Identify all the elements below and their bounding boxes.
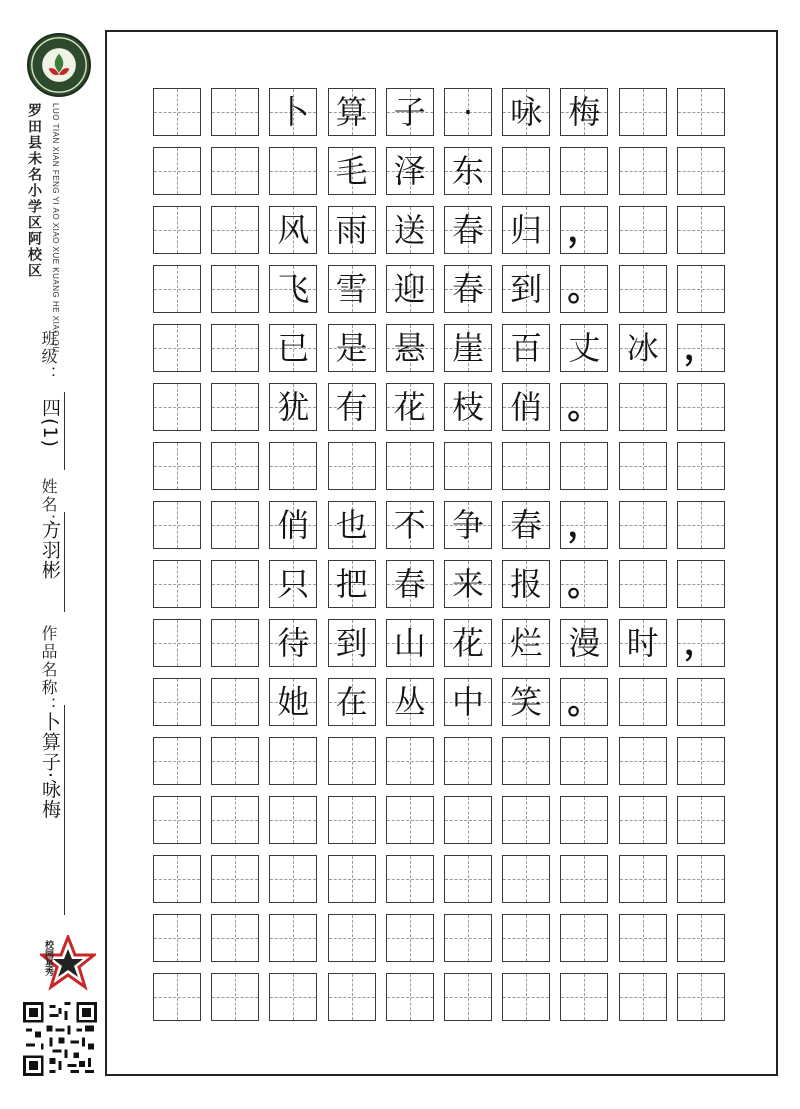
- grid-cell: [444, 855, 492, 903]
- work-title-label: 作品名称：: [39, 625, 58, 715]
- grid-cell: [328, 914, 376, 962]
- grid-character: 。: [567, 387, 602, 427]
- grid-character: 。: [567, 269, 602, 309]
- grid-character: 迎: [393, 270, 426, 308]
- grid-character: 笑: [510, 683, 543, 721]
- grid-cell: [328, 560, 376, 608]
- grid-cell: [328, 501, 376, 549]
- class-underline: [64, 392, 65, 470]
- grid-cell: [386, 855, 434, 903]
- grid-character: 在: [335, 683, 368, 721]
- grid-character: 飞: [277, 270, 310, 308]
- grid-cell: [153, 855, 201, 903]
- name-value: 方羽彬: [39, 520, 61, 580]
- grid-cell: [386, 973, 434, 1021]
- name-label: 姓名：: [39, 478, 58, 532]
- school-name: 罗田县未名小学区阿校区: [26, 103, 42, 279]
- grid-cell: [444, 206, 492, 254]
- grid-cell: [386, 737, 434, 785]
- grid-cell: [386, 442, 434, 490]
- grid-cell: [386, 265, 434, 313]
- grid-cell: [328, 147, 376, 195]
- grid-cell: [502, 796, 550, 844]
- grid-cell: [153, 147, 201, 195]
- grid-character: 烂: [510, 624, 543, 662]
- grid-character: 花: [393, 388, 426, 426]
- grid-cell: [211, 619, 259, 667]
- grid-character: 冰: [626, 329, 659, 367]
- grid-cell: [444, 88, 492, 136]
- grid-character: 时: [626, 624, 659, 662]
- grid-character: 待: [277, 624, 310, 662]
- grid-cell: [677, 324, 725, 372]
- grid-character: 有: [335, 388, 368, 426]
- grid-cell: [560, 383, 608, 431]
- grid-cell: [619, 442, 667, 490]
- grid-cell: [444, 560, 492, 608]
- grid-cell: [269, 265, 317, 313]
- grid-cell: [328, 973, 376, 1021]
- grid-cell: [677, 796, 725, 844]
- grid-cell: [386, 914, 434, 962]
- grid-character: 归: [510, 211, 543, 249]
- grid-cell: [211, 206, 259, 254]
- grid-cell: [444, 973, 492, 1021]
- grid-character: 崖: [451, 329, 484, 367]
- grid-cell: [211, 88, 259, 136]
- grid-cell: [502, 442, 550, 490]
- grid-cell: [502, 678, 550, 726]
- grid-cell: [677, 442, 725, 490]
- grid-character: 算: [335, 93, 368, 131]
- grid-cell: [677, 147, 725, 195]
- grid-cell: [502, 914, 550, 962]
- grid-character: ，: [567, 505, 602, 545]
- grid-character: 雪: [335, 270, 368, 308]
- grid-character: 把: [335, 565, 368, 603]
- grid-cell: [386, 619, 434, 667]
- grid-character: 百: [510, 329, 543, 367]
- name-underline: [64, 512, 65, 612]
- grid-cell: [153, 973, 201, 1021]
- school-logo: [27, 33, 91, 97]
- grid-character: 是: [335, 329, 368, 367]
- grid-character: 悬: [393, 329, 426, 367]
- grid-cell: [386, 206, 434, 254]
- grid-cell: [619, 678, 667, 726]
- grid-character: 。: [567, 564, 602, 604]
- grid-cell: [386, 383, 434, 431]
- grid-cell: [619, 147, 667, 195]
- grid-cell: [386, 560, 434, 608]
- grid-cell: [560, 678, 608, 726]
- grid-character: 春: [393, 565, 426, 603]
- grid-cell: [386, 324, 434, 372]
- grid-character: 风: [277, 211, 310, 249]
- grid-cell: [211, 560, 259, 608]
- grid-character: 来: [451, 565, 484, 603]
- grid-cell: [153, 383, 201, 431]
- grid-cell: [153, 265, 201, 313]
- school-emblem-icon: [29, 35, 89, 95]
- grid-cell: [619, 206, 667, 254]
- grid-cell: [560, 737, 608, 785]
- grid-cell: [560, 442, 608, 490]
- grid-cell: [502, 265, 550, 313]
- grid-cell: [619, 501, 667, 549]
- grid-cell: [502, 147, 550, 195]
- badge-caption: 校园星秀: [43, 940, 53, 976]
- grid-cell: [619, 855, 667, 903]
- grid-character: 她: [277, 683, 310, 721]
- grid-character: 只: [277, 565, 310, 603]
- grid-cell: [328, 442, 376, 490]
- grid-cell: [153, 501, 201, 549]
- grid-cell: [328, 265, 376, 313]
- grid-character: 到: [335, 624, 368, 662]
- grid-cell: [619, 619, 667, 667]
- grid-character: 犹: [277, 388, 310, 426]
- grid-character: 送: [393, 211, 426, 249]
- grid-cell: [560, 973, 608, 1021]
- grid-cell: [211, 796, 259, 844]
- grid-cell: [269, 147, 317, 195]
- grid-cell: [560, 914, 608, 962]
- grid-cell: [153, 442, 201, 490]
- grid-cell: [560, 855, 608, 903]
- grid-cell: [560, 206, 608, 254]
- grid-cell: [269, 442, 317, 490]
- grid-cell: [677, 914, 725, 962]
- grid-cell: [211, 737, 259, 785]
- grid-cell: [269, 737, 317, 785]
- grid-character: 泽: [393, 152, 426, 190]
- grid-cell: [153, 796, 201, 844]
- grid-cell: [269, 383, 317, 431]
- grid-cell: [153, 678, 201, 726]
- grid-character: 雨: [335, 211, 368, 249]
- grid-cell: [211, 265, 259, 313]
- work-title-value: 卜算子·咏梅: [39, 712, 61, 820]
- grid-cell: [211, 147, 259, 195]
- grid-character: 花: [451, 624, 484, 662]
- grid-cell: [269, 796, 317, 844]
- grid-cell: [677, 855, 725, 903]
- grid-cell: [269, 973, 317, 1021]
- grid-cell: [677, 206, 725, 254]
- class-label: 班级：: [39, 330, 58, 384]
- grid-cell: [677, 501, 725, 549]
- grid-character: 已: [277, 329, 310, 367]
- grid-cell: [619, 324, 667, 372]
- grid-cell: [153, 88, 201, 136]
- grid-character: 丛: [393, 683, 426, 721]
- grid-character: 卜: [277, 93, 310, 131]
- work-title-underline: [64, 705, 65, 915]
- grid-character: 春: [451, 270, 484, 308]
- grid-character: 梅: [568, 93, 601, 131]
- grid-cell: [502, 737, 550, 785]
- grid-character: 子: [393, 93, 426, 131]
- grid-character: 丈: [568, 329, 601, 367]
- grid-character: 枝: [451, 388, 484, 426]
- grid-cell: [502, 560, 550, 608]
- grid-cell: [211, 855, 259, 903]
- grid-cell: [677, 973, 725, 1021]
- grid-cell: [502, 619, 550, 667]
- grid-cell: [502, 383, 550, 431]
- grid-cell: [502, 206, 550, 254]
- grid-cell: [444, 796, 492, 844]
- grid-cell: [619, 737, 667, 785]
- grid-character: 到: [510, 270, 543, 308]
- grid-cell: [386, 147, 434, 195]
- grid-cell: [619, 265, 667, 313]
- grid-character: 毛: [335, 152, 368, 190]
- grid-cell: [328, 796, 376, 844]
- grid-cell: [211, 973, 259, 1021]
- grid-cell: [211, 914, 259, 962]
- school-name-pinyin: LUO TIAN XIAN FENG YI AO XIAO XUE KUANG HE XIAO QU: [51, 103, 60, 353]
- grid-cell: [502, 973, 550, 1021]
- grid-cell: [619, 796, 667, 844]
- grid-character: ，: [567, 210, 602, 250]
- grid-cell: [560, 501, 608, 549]
- grid-cell: [444, 265, 492, 313]
- grid-cell: [269, 914, 317, 962]
- grid-cell: [677, 619, 725, 667]
- grid-cell: [502, 855, 550, 903]
- grid-character: 俏: [277, 506, 310, 544]
- grid-cell: [211, 324, 259, 372]
- grid-cell: [269, 619, 317, 667]
- grid-cell: [153, 619, 201, 667]
- grid-character: 春: [510, 506, 543, 544]
- grid-cell: [269, 324, 317, 372]
- grid-cell: [560, 147, 608, 195]
- grid-character: 俏: [510, 388, 543, 426]
- grid-cell: [269, 560, 317, 608]
- grid-cell: [444, 383, 492, 431]
- grid-cell: [269, 678, 317, 726]
- grid-cell: [444, 324, 492, 372]
- grid-cell: [153, 324, 201, 372]
- grid-cell: [619, 88, 667, 136]
- grid-cell: [211, 501, 259, 549]
- grid-cell: [328, 383, 376, 431]
- grid-cell: [502, 88, 550, 136]
- grid-cell: [677, 88, 725, 136]
- grid-cell: [153, 737, 201, 785]
- grid-cell: [328, 855, 376, 903]
- grid-cell: [211, 442, 259, 490]
- grid-cell: [560, 88, 608, 136]
- grid-cell: [269, 206, 317, 254]
- grid-cell: [153, 914, 201, 962]
- grid-cell: [444, 501, 492, 549]
- grid-cell: [444, 914, 492, 962]
- grid-cell: [386, 501, 434, 549]
- grid-cell: [677, 737, 725, 785]
- grid-cell: [153, 560, 201, 608]
- grid-cell: [211, 678, 259, 726]
- grid-cell: [444, 147, 492, 195]
- grid-cell: [560, 265, 608, 313]
- grid-cell: [328, 324, 376, 372]
- grid-cell: [677, 560, 725, 608]
- grid-cell: [269, 501, 317, 549]
- grid-character: 也: [335, 506, 368, 544]
- grid-cell: [444, 442, 492, 490]
- grid-cell: [619, 973, 667, 1021]
- grid-cell: [560, 324, 608, 372]
- grid-character: 东: [451, 152, 484, 190]
- grid-cell: [502, 324, 550, 372]
- grid-cell: [328, 619, 376, 667]
- grid-cell: [211, 383, 259, 431]
- grid-character: 。: [567, 682, 602, 722]
- grid-cell: [560, 796, 608, 844]
- grid-cell: [269, 855, 317, 903]
- grid-cell: [619, 560, 667, 608]
- grid-character: 山: [393, 624, 426, 662]
- grid-cell: [502, 501, 550, 549]
- grid-character: 争: [451, 506, 484, 544]
- grid-character: 中: [451, 683, 484, 721]
- grid-character: 漫: [568, 624, 601, 662]
- grid-cell: [619, 914, 667, 962]
- grid-cell: [560, 560, 608, 608]
- grid-cell: [328, 678, 376, 726]
- grid-cell: [328, 88, 376, 136]
- qr-code-icon[interactable]: [23, 1002, 97, 1076]
- grid-cell: [560, 619, 608, 667]
- grid-character: 报: [510, 565, 543, 603]
- grid-cell: [677, 383, 725, 431]
- grid-cell: [619, 383, 667, 431]
- grid-cell: [677, 678, 725, 726]
- grid-character: 春: [451, 211, 484, 249]
- grid-cell: [444, 678, 492, 726]
- grid-character: 咏: [510, 93, 543, 131]
- grid-cell: [153, 206, 201, 254]
- grid-cell: [444, 619, 492, 667]
- grid-character: ，: [683, 328, 718, 368]
- grid-cell: [444, 737, 492, 785]
- class-value: 四(1): [39, 398, 61, 448]
- grid-cell: [328, 206, 376, 254]
- writing-frame: [105, 30, 778, 1076]
- grid-character: ·: [462, 93, 474, 131]
- grid-cell: [677, 265, 725, 313]
- sidebar: [0, 0, 105, 1109]
- grid-cell: [386, 678, 434, 726]
- grid-cell: [386, 88, 434, 136]
- grid-cell: [269, 88, 317, 136]
- grid-character: 不: [393, 506, 426, 544]
- grid-cell: [386, 796, 434, 844]
- grid-character: ，: [683, 623, 718, 663]
- grid-cell: [328, 737, 376, 785]
